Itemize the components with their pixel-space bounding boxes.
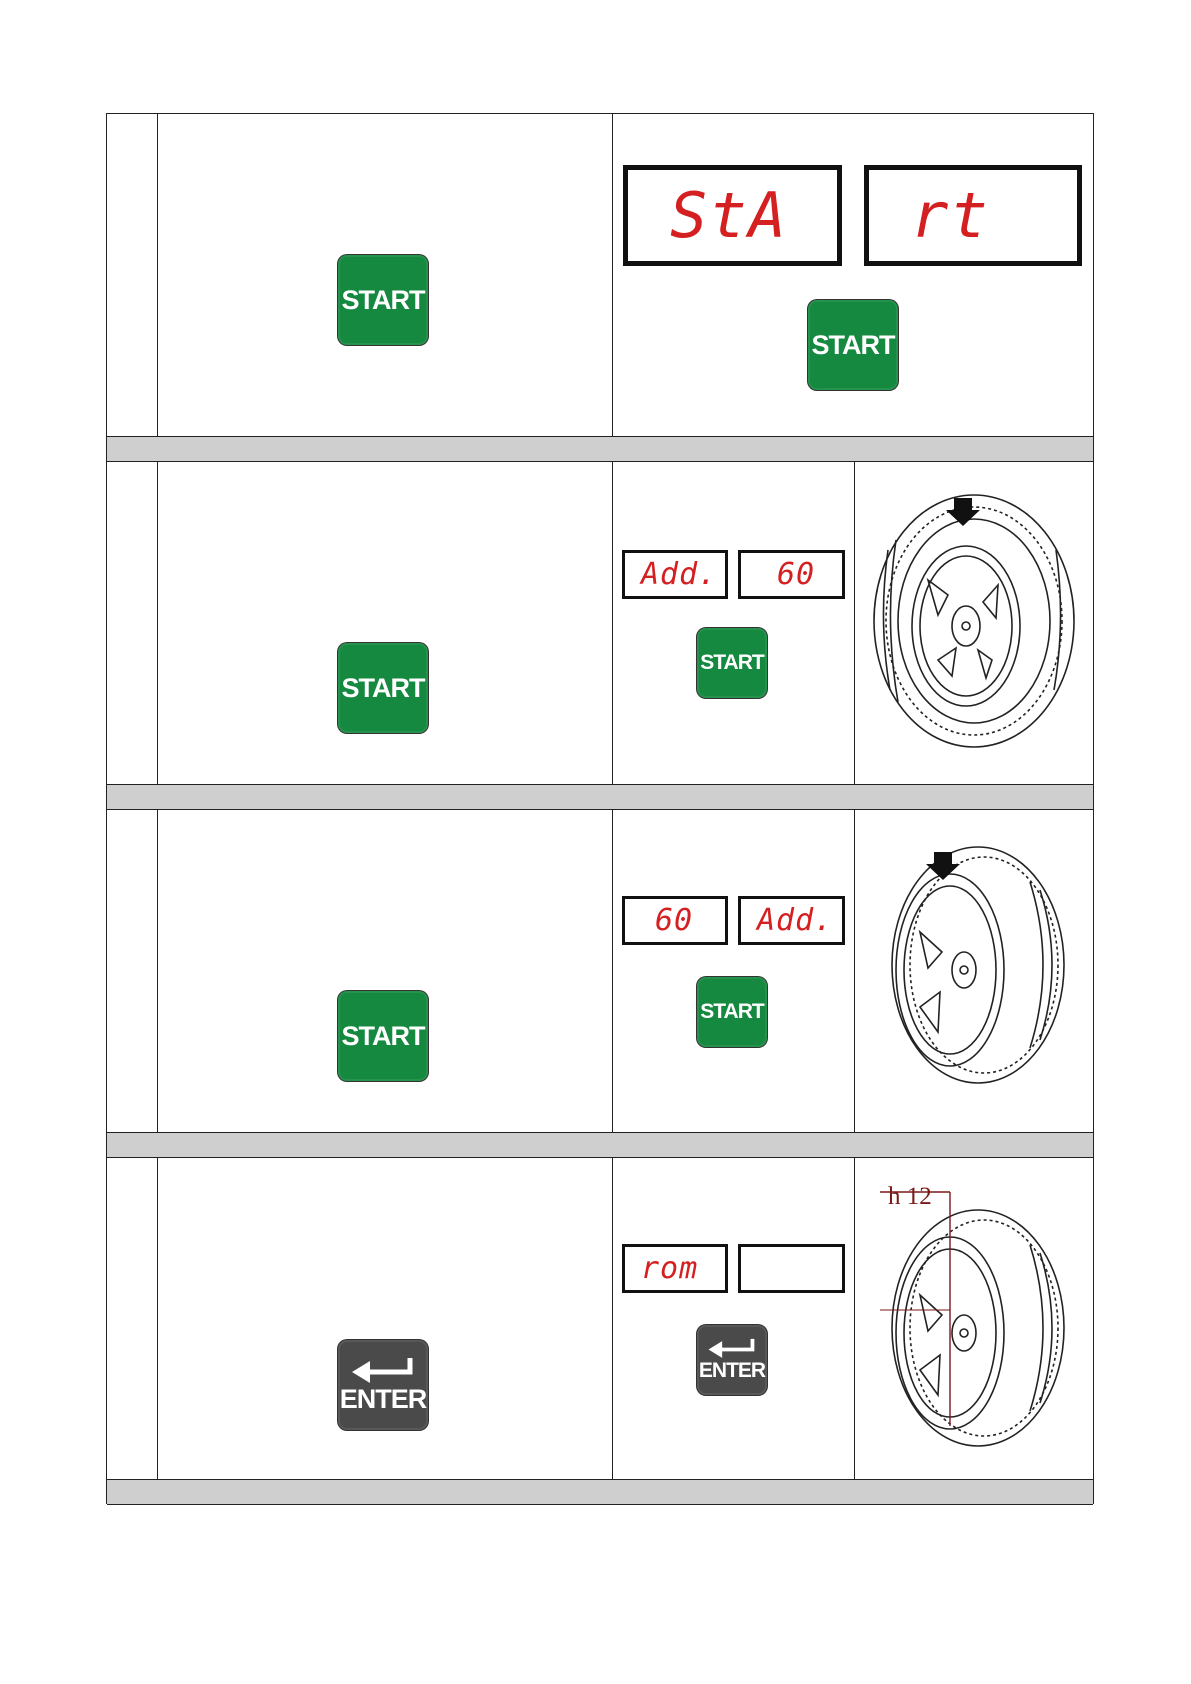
display-left-text: 60 [655, 903, 694, 938]
enter-button[interactable] [338, 1340, 428, 1430]
display-start-button-label: START [700, 1000, 764, 1023]
display-right [864, 165, 1082, 266]
display-right-text: rt [911, 179, 990, 252]
display-left [622, 896, 728, 945]
display-start-button-label: START [811, 329, 895, 360]
wheel-illustration-right-marker [880, 842, 1066, 1088]
display-enter-button-label: ENTER [698, 1359, 766, 1382]
display-enter-button[interactable] [697, 1325, 767, 1395]
enter-arrow-icon [350, 1356, 416, 1384]
row-separator-1 [107, 436, 1093, 462]
display-start-button[interactable] [808, 300, 898, 390]
display-start-button-label: START [700, 651, 764, 674]
display-left-text: Add. [641, 557, 718, 592]
display-right-text: 60 [777, 557, 816, 592]
start-button-label: START [341, 1020, 425, 1051]
display-start-button[interactable] [697, 977, 767, 1047]
start-button[interactable] [338, 255, 428, 345]
start-button-label: START [341, 284, 425, 315]
display-left [622, 1244, 728, 1293]
display-right [738, 1244, 845, 1293]
display-start-button[interactable] [697, 628, 767, 698]
enter-button-label: ENTER [339, 1383, 427, 1414]
display-left-text: StA [670, 179, 788, 252]
display-right-text: Add. [757, 903, 834, 938]
row-separator-3 [107, 1132, 1093, 1158]
display-right [738, 550, 845, 599]
row-separator-2 [107, 784, 1093, 810]
row-separator-4 [107, 1479, 1093, 1505]
start-button-label: START [341, 672, 425, 703]
wheel-illustration-h12 [880, 1190, 1066, 1450]
enter-arrow-icon [707, 1337, 757, 1359]
h12-annotation: h 12 [888, 1183, 932, 1210]
start-button[interactable] [338, 991, 428, 1081]
display-right [738, 896, 845, 945]
wheel-illustration-left-marker [868, 490, 1080, 752]
start-button[interactable] [338, 643, 428, 733]
display-left-text: rom [641, 1251, 699, 1286]
column-divider-image [854, 462, 855, 1479]
display-left [622, 550, 728, 599]
display-left [623, 165, 842, 266]
